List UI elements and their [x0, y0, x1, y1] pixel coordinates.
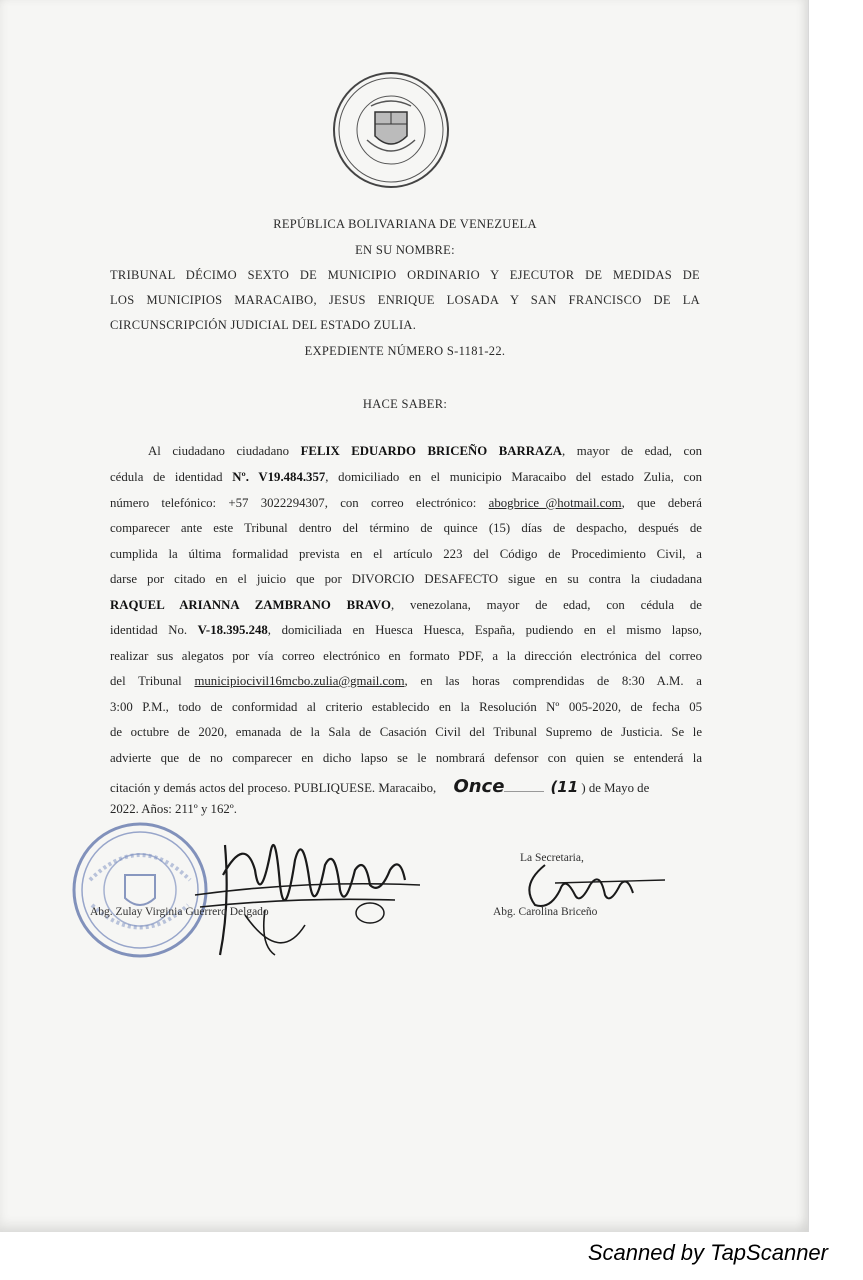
plaintiff-name: RAQUEL ARIANNA ZAMBRANO BRAVO: [110, 598, 391, 612]
body-line-8: identidad No. V-18.395.248, domiciliada en Huesca Huesca, España, pudiendo en el mismo lapso,: [110, 623, 703, 637]
citizen-email: abogbrice_@hotmail.com: [488, 496, 622, 510]
body-line-7: RAQUEL ARIANNA ZAMBRANO BRAVO, venezolana, mayor de edad, con cédula de: [110, 598, 702, 612]
body-line-13: advierte que de no comparecer en dicho lapso se le nombrará defensor con quien se entenderá la: [110, 751, 702, 765]
body-line-10: del Tribunal municipiocivil16mcbo.zulia@gmail.com, en las horas comprendidas de 8:30 A.M. a: [110, 674, 702, 688]
header-tribunal-line-3: CIRCUNSCRIPCIÓN JUDICIAL DEL ESTADO ZULIA.: [110, 318, 417, 332]
header-hace-saber: HACE SABER:: [362, 397, 448, 411]
body-line-14: citación y demás actos del proceso. PUBLIQUESE. Maracaibo, Once (11 ) de Mayo de: [110, 776, 650, 797]
body-line-11: 3:00 P.M., todo de conformidad al criterio establecido en la Resolución Nº 005-2020, de fecha 05: [110, 700, 702, 714]
body-line-4: comparecer ante este Tribunal dentro del término de quince (15) días de despacho, después de: [110, 521, 702, 535]
handwritten-day-number: (11: [550, 778, 579, 796]
tribunal-email: municipiocivil16mcbo.zulia@gmail.com: [194, 674, 405, 688]
judge-name: Abg. Zulay Virginia Guerrero Delgado: [90, 906, 269, 918]
body-line-9: realizar sus alegatos por vía correo electrónico en formato PDF, a la dirección electrónica del correo: [110, 649, 702, 663]
citizen-id: Nº. V19.484.357: [232, 470, 326, 484]
header-expediente: EXPEDIENTE NÚMERO S-1181-22.: [304, 344, 506, 358]
citizen-name: FELIX EDUARDO BRICEÑO BARRAZA: [300, 444, 563, 458]
secretary-title: La Secretaria,: [520, 852, 584, 864]
scanner-watermark: Scanned by TapScanner: [587, 1240, 828, 1265]
body-line-1: Al ciudadano ciudadano FELIX EDUARDO BRICEÑO BARRAZA, mayor de edad, con: [148, 444, 702, 458]
secretary-name: Abg. Carolina Briceño: [493, 906, 598, 918]
header-en-su-nombre: EN SU NOMBRE:: [355, 243, 455, 257]
body-line-15: 2022. Años: 211º y 162º.: [110, 802, 237, 816]
body-line-3: número telefónico: +57 3022294307, con correo electrónico: abogbrice_@hotmail.com, que deberá: [110, 496, 702, 510]
body-line-6: darse por citado en el juicio que por DIVORCIO DESAFECTO sigue en su contra la ciudadana: [110, 572, 702, 586]
judge-signature-icon: [185, 815, 425, 965]
body-line-2: cédula de identidad Nº. V19.484.357, domiciliado en el municipio Maracaibo del estado Zulia, con: [110, 470, 702, 484]
body-line-5: cumplida la última formalidad prevista en el artículo 223 del Código de Procedimiento Civil, a: [110, 547, 702, 561]
body-line-12: de octubre de 2020, emanada de la Sala de Casación Civil del Tribunal Supremo de Justicia. Se le: [110, 725, 702, 739]
court-seal-icon: [331, 70, 451, 190]
header-country: REPÚBLICA BOLIVARIANA DE VENEZUELA: [273, 217, 537, 231]
plaintiff-id: V-18.395.248: [197, 623, 268, 637]
handwritten-day-word: Once: [453, 776, 505, 797]
header-tribunal-line-2: LOS MUNICIPIOS MARACAIBO, JESUS ENRIQUE LOSADA Y SAN FRANCISCO DE LA: [110, 293, 700, 307]
header-tribunal-line-1: TRIBUNAL DÉCIMO SEXTO DE MUNICIPIO ORDINARIO Y EJECUTOR DE MEDIDAS DE: [110, 268, 700, 282]
